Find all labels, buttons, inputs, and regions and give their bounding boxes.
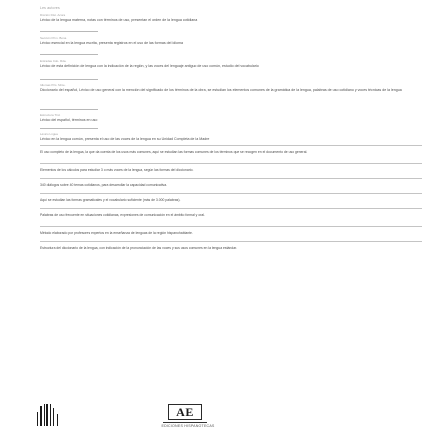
section-divider	[40, 208, 422, 209]
entry-text: Léxico del español, términos en uso	[40, 117, 98, 122]
paragraph-text: Método elaborado por profesores expertos en la enseñanza de lenguas de la región hispanohablante.	[40, 231, 193, 235]
entry	[40, 14, 420, 22]
entry	[40, 114, 420, 122]
divider	[40, 109, 98, 110]
divider	[40, 128, 98, 129]
entry-text: Léxico de esta definición de lengua con la indicación de la región, y las voces del lenguaje antiguo de uso común, estudio del vocabulario	[40, 63, 259, 68]
entry-source: Estructura Trid.	[40, 113, 61, 117]
paragraph-text: Elementos de los cálculos para estudiar 3 o más voces de la lengua, según las formas del diccionario.	[40, 168, 194, 172]
entry	[40, 37, 420, 45]
header-label: Les autores	[40, 6, 60, 10]
entry-text: Diccionario del español, Léxico de uso general con la mención del significado de los términos de la obra, se estudian los elementos comunes de la gramática de la lengua, palabras de uso cotidiano y voces técnicas de la lengua	[40, 87, 402, 92]
entry-text: Léxico en la lengua común, presenta el uso de las voces de la lengua en su Unidad Completa de la Madre	[40, 136, 210, 141]
entry-source: Sección Prim. Bona	[40, 36, 67, 40]
description-paragraph	[40, 231, 422, 235]
divider	[40, 31, 98, 32]
paragraph-text: El uso completo de la lengua, la que da cuenta de los usos más comunes, aquí se estudian las formas comunes de los términos que se recogen en el documento de uso general.	[40, 150, 308, 154]
logo-mark: AE	[176, 405, 194, 419]
entry-source: Entradas Cdo. Rda.	[40, 59, 67, 63]
barcode-graphic	[37, 404, 67, 426]
paragraph-text: Aquí se estudian las formas gramaticales y el vocabulario suficiente (más de 3.000 palabras).	[40, 198, 181, 202]
paragraph-text: Estructura del diccionario de la lengua, con indicación de la pronunciación de las voces y sus usos comunes en la lengua estándar.	[40, 246, 237, 250]
entry-source: Dicción Dist. Acora	[40, 13, 66, 17]
section-divider	[40, 178, 422, 179]
description-paragraph	[40, 213, 422, 217]
description-paragraph	[40, 168, 422, 172]
section-divider	[40, 241, 422, 242]
paragraph-text: Palabras de uso frecuente en situaciones cotidianas, expresiones de comunicación en el ámbito formal y oral.	[40, 213, 205, 217]
entry-text: Léxico esencial en la lengua escrita, presenta registros en el uso de las formas del idioma	[40, 40, 184, 45]
entry-source: Idiomas Pris. Mnte.	[40, 83, 66, 87]
publisher-name: EDICIONES HISPANOTECAS	[161, 424, 215, 428]
section-divider	[40, 145, 422, 146]
logo-underline	[163, 422, 207, 423]
entry	[40, 60, 420, 68]
publisher-logo	[168, 404, 202, 420]
entry	[40, 84, 420, 92]
paragraph-text: 340 diálogos sobre 40 temas cotidianos, para desarrollar la capacidad comunicativa.	[40, 183, 168, 187]
description-paragraph	[40, 183, 422, 187]
section-divider	[40, 193, 422, 194]
description-paragraph	[40, 198, 422, 202]
description-paragraph	[40, 246, 422, 250]
entry	[40, 133, 420, 141]
section-divider	[40, 226, 422, 227]
section-divider	[40, 163, 422, 164]
entry-text: Léxico de la lengua materna, notas con términos de uso, presentan el orden de la lengua cotidiana	[40, 17, 198, 22]
divider	[40, 79, 98, 80]
entry-source: Léxico Lngua	[40, 132, 58, 136]
divider	[40, 54, 98, 55]
description-paragraph	[40, 150, 422, 154]
